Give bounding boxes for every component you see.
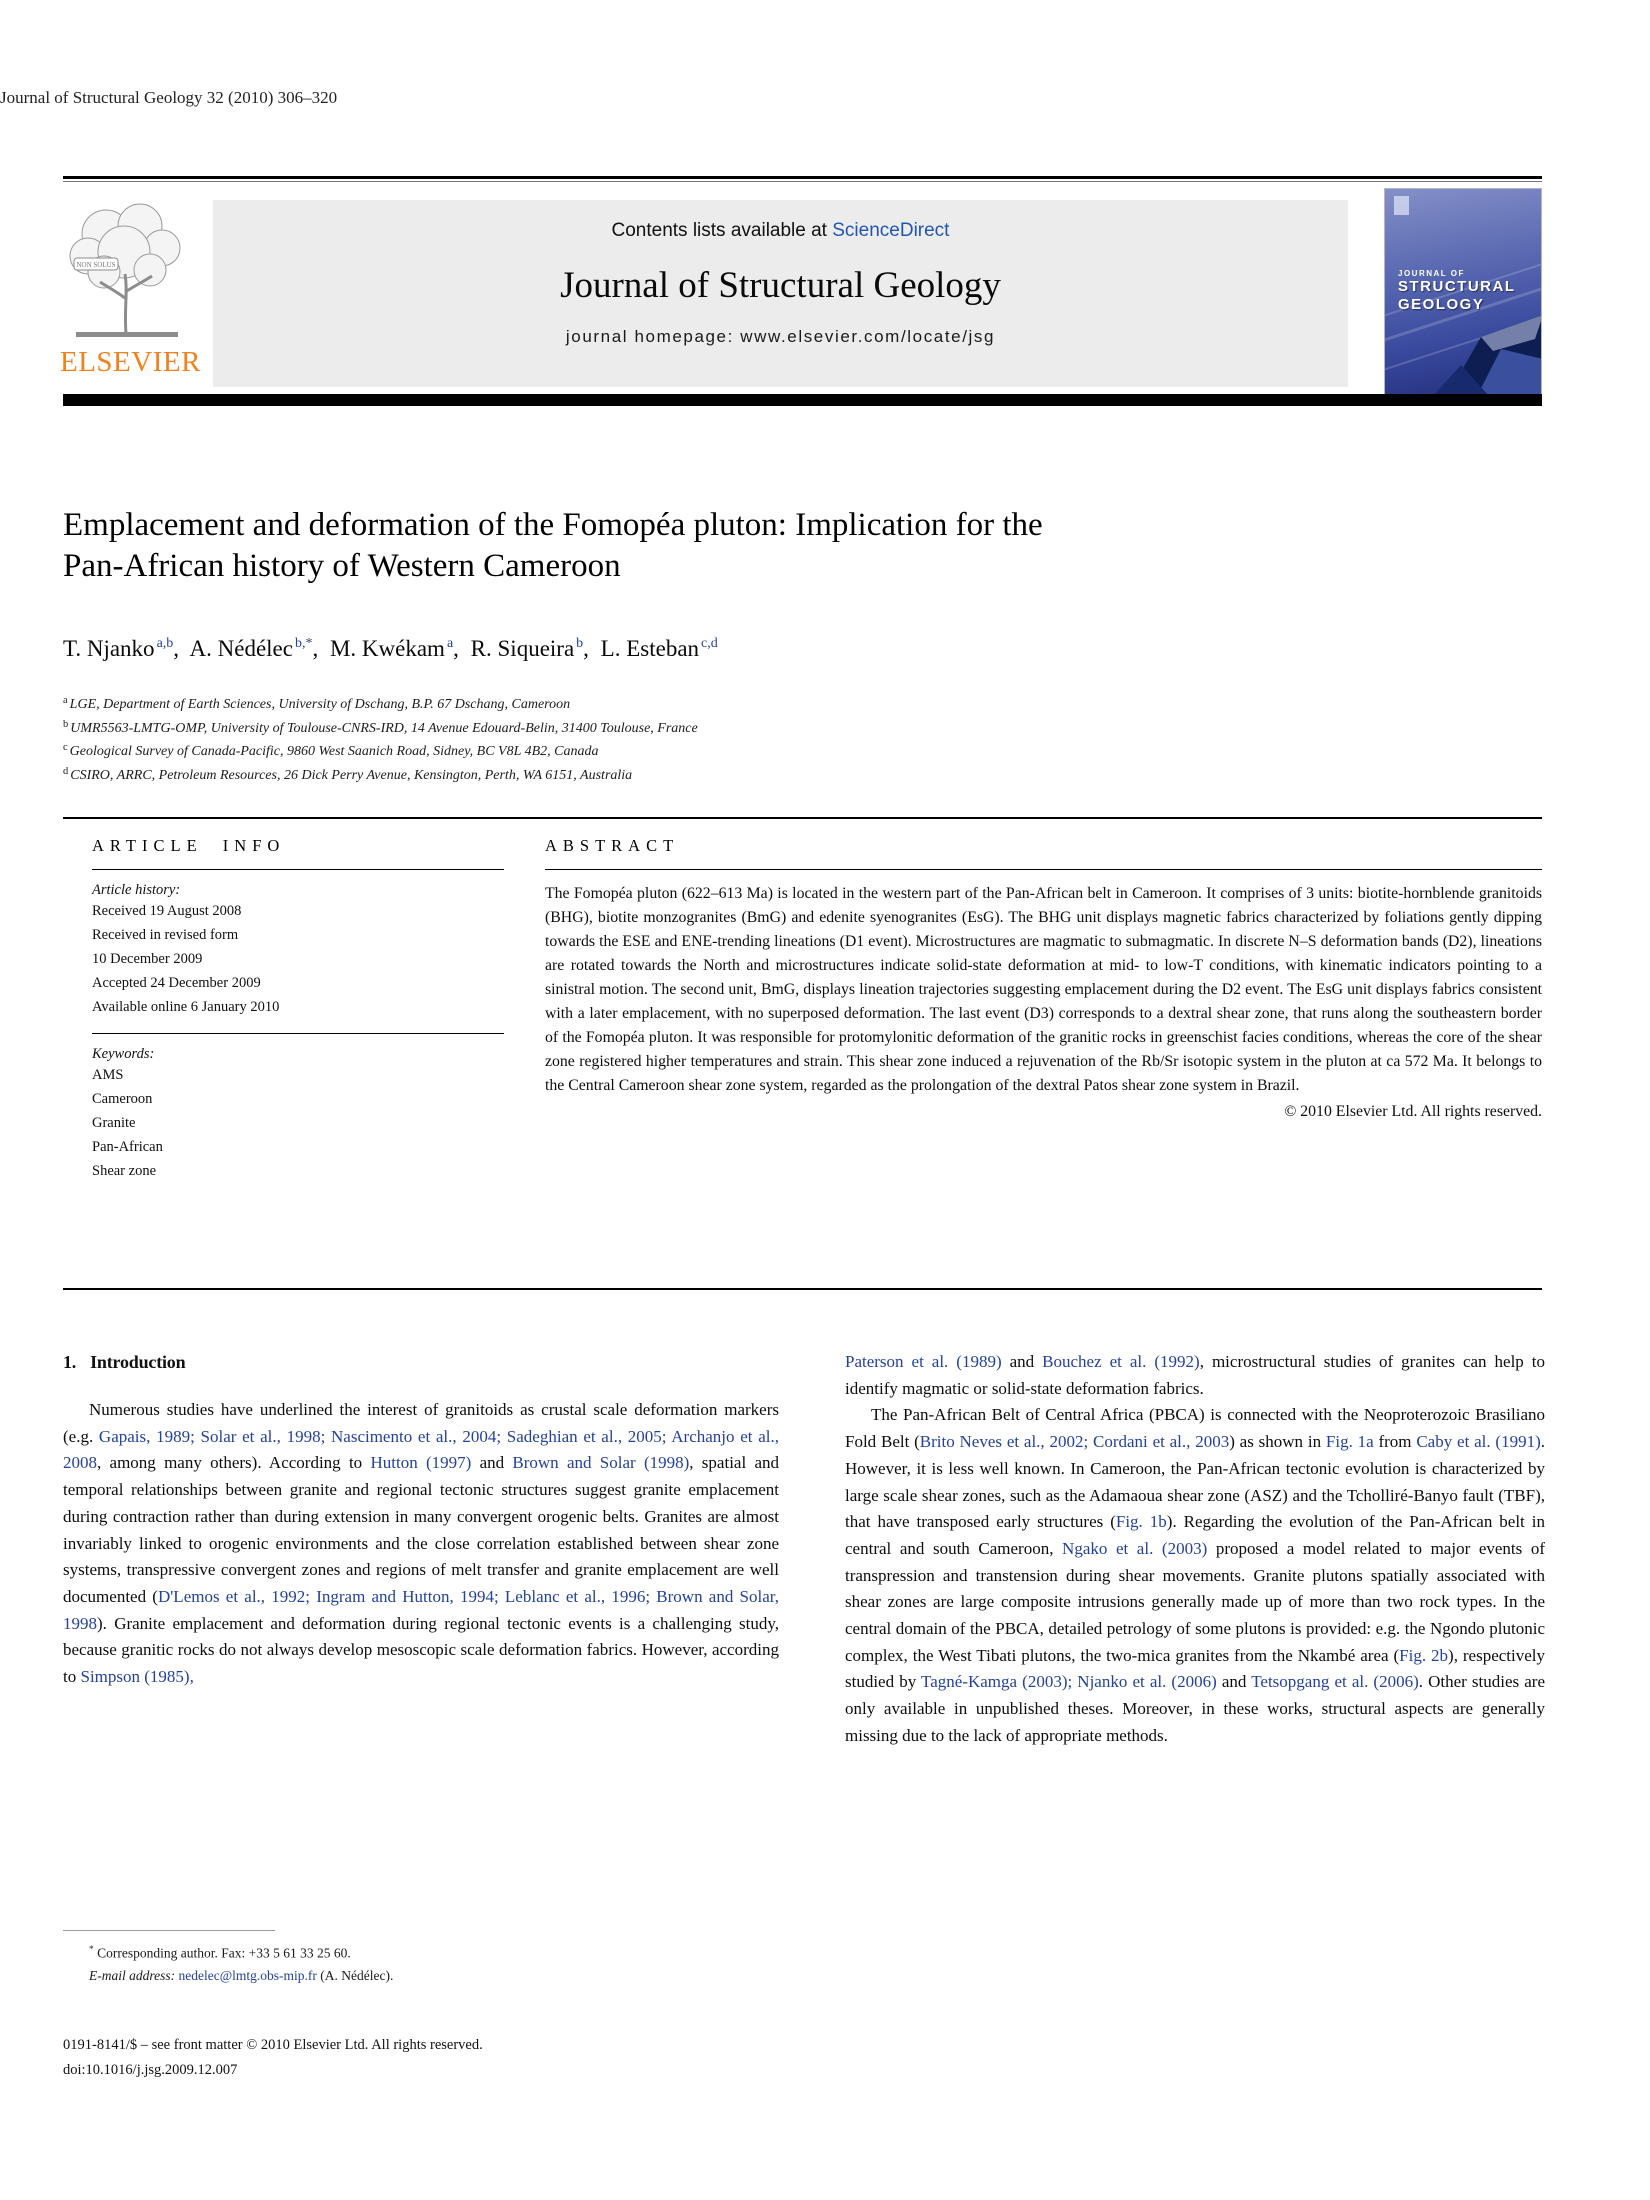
body-paragraph	[845, 1349, 1545, 1402]
author-affiliation-sup[interactable]: c,d	[701, 636, 718, 651]
article-history-label: Article history:	[92, 882, 181, 898]
history-line: Available online 6 January 2010	[92, 999, 280, 1015]
inline-text: Contents lists available at	[611, 220, 833, 241]
inline-text: , microstructural studies of granites can help to identify magmatic or solid-state deformation fabrics.	[845, 1352, 1546, 1398]
inline-text: and	[1216, 1672, 1252, 1692]
inline-link[interactable]: Fig. 2b	[1399, 1645, 1449, 1665]
issn-line: 0191-8141/$ – see front matter © 2010 Elsevier Ltd. All rights reserved.	[63, 2037, 483, 2053]
cover-crystal-art	[1385, 189, 1542, 395]
corresponding-author-footnote	[63, 1930, 779, 1987]
body-column-right	[845, 1349, 1545, 1750]
inline-link[interactable]: ScienceDirect	[832, 220, 950, 241]
divider	[63, 817, 1542, 819]
affiliation-line: $^c$ Geological Survey of Canada-Pacific, 9860 West Saanich Road, Sidney, BC V8L 4B2, Canada	[63, 742, 599, 759]
divider	[92, 1033, 504, 1034]
author-line	[63, 636, 1523, 662]
article-title: Emplacement and deformation of the Fomopéa pluton: Implication for the Pan-African history of Western Cameroon	[63, 507, 1043, 584]
footnote-divider	[63, 1930, 275, 1931]
divider-double-rule	[63, 176, 1542, 182]
keyword: Granite	[92, 1115, 136, 1131]
inline-link[interactable]: Brown and Solar (1998)	[512, 1453, 690, 1473]
inline-link[interactable]: Ngako et al. (2003)	[1062, 1538, 1208, 1558]
divider	[63, 1288, 1542, 1290]
inline-text: Corresponding author. Fax: +33 5 61 33 25 60.	[93, 1945, 351, 1961]
inline-text: The Pan-African Belt of Central Africa (PBCA) is connected with the Neoproterozoic Brasiliano Fold Belt (	[845, 1405, 1545, 1452]
inline-link[interactable]: Tetsopgang et al. (2006)	[1251, 1672, 1419, 1692]
author: T. Njanko $^{a,b}$,	[63, 636, 180, 661]
inline-text: proposed a model related to major events of transpression and transtension during shear movements. Granite plutons spatially associated with shear zones are large composite intrusions generally made up of more than two rock types. In the central domain of the PBCA, detailed petrology of some plutons is provided: e.g. the Ngondo plutonic complex, the West Tibati plutons, the two-mica granites from the Nkambé area (	[845, 1538, 1546, 1665]
inline-link[interactable]: Fig. 1a	[1325, 1432, 1374, 1452]
journal-homepage-link[interactable]: journal homepage: www.elsevier.com/locate/jsg	[565, 327, 996, 346]
divider-thick-bar	[63, 394, 1542, 406]
inline-text: (A. Nédélec).	[316, 1967, 394, 1983]
keyword: Shear zone	[92, 1163, 157, 1179]
article-info-heading: ARTICLE INFO	[92, 836, 286, 855]
inline-text: *	[89, 1945, 94, 1955]
journal-cover-thumbnail[interactable]	[1384, 188, 1542, 395]
footnote-fax-line	[63, 1939, 779, 1965]
abstract-heading: ABSTRACT	[545, 836, 680, 855]
author: M. Kwékam $^a$,	[329, 636, 459, 661]
inline-text: ), respectively studied by	[845, 1645, 1546, 1692]
inline-link[interactable]: Caby et al. (1991)	[1416, 1432, 1541, 1452]
author-affiliation-sup[interactable]: b	[576, 636, 584, 651]
author: A. Nédélec $^{b,*}$,	[189, 636, 319, 661]
body-paragraph	[845, 1402, 1545, 1749]
author-affiliation-sup[interactable]: a,b	[156, 636, 174, 651]
doi-line[interactable]: doi:10.1016/j.jsg.2009.12.007	[63, 2062, 238, 2078]
inline-text: , among many others). According to	[97, 1453, 371, 1473]
inline-link[interactable]: Simpson (1985),	[80, 1667, 194, 1687]
inline-text: and	[471, 1453, 513, 1473]
cover-title: JOURNAL OF STRUCTURAL GEOLOGY	[1398, 269, 1516, 313]
inline-text: . However, it is less well known. In Cameroon, the Pan-African tectonic evolution is characterized by large scale shear zones, such as the Adamaoua shear zone (ASZ) and the Tcholliré-Banyo fault (TBF), that have transposed early structures (	[845, 1432, 1545, 1532]
abstract-block	[545, 836, 1542, 1121]
affiliation-line: $^b$ UMR5563-LMTG-OMP, University of Toulouse-CNRS-IRD, 14 Avenue Edouard-Belin, 31400 Toulouse, France	[63, 718, 698, 736]
elsevier-tree-logo	[60, 196, 192, 348]
inline-text: from	[1373, 1432, 1417, 1452]
footnote-email-line	[63, 1965, 779, 1987]
running-head-citation: Journal of Structural Geology 32 (2010) 306–320	[0, 88, 338, 107]
affiliations	[63, 694, 1523, 788]
article-info-block	[92, 836, 504, 1183]
inline-text: ). Regarding the evolution of the Pan-African belt in central and south Cameroon,	[845, 1512, 1545, 1558]
elsevier-motto: NON SOLUS	[76, 261, 116, 269]
inline-text: E-mail address:	[89, 1967, 176, 1983]
masthead	[213, 200, 1348, 387]
inline-link[interactable]: Fig. 1b	[1115, 1512, 1167, 1532]
inline-link[interactable]: Hutton (1997)	[370, 1453, 472, 1473]
inline-link[interactable]: nedelec@lmtg.obs-mip.fr	[178, 1967, 317, 1983]
author: L. Esteban $^{c,d}$	[600, 636, 718, 661]
keywords-label: Keywords:	[92, 1046, 155, 1062]
inline-link[interactable]: Gapais, 1989; Solar et al., 1998; Nascimento et al., 2004; Sadeghian et al., 2005; Archanjo et al., 2008	[63, 1426, 779, 1473]
inline-text: ) as shown in	[1229, 1432, 1326, 1452]
abstract-text: The Fomopéa pluton (622–613 Ma) is located in the western part of the Pan-African belt in Cameroon. It comprises of 3 units: biotite-hornblende granitoids (BHG), biotite monzogranites (BmG) and edenite syenogranites (EsG). The BHG unit displays magnetic fabrics characterized by foliations gently dipping towards the ESE and ENE-trending lineations (D1 event). Microstructures are magmatic to submagmatic. In discrete N–S deformation bands (D2), lineations are rotated towards the North and microstructures indicate solid-state deformation at mid- to low-T conditions, with kinematic indicators pointing to a sinistral motion. The second unit, BmG, displays lineation trajectories suggesting emplacement during the D2 event. The EsG unit displays fabrics consistent with a later emplacement, with no superposed deformation. The last event (D3) corresponds to a dextral shear zone, that runs along the southeastern border of the Fomopéa pluton. It was responsible for protomylonitic deformation of the granitic rocks in greenschist facies conditions, whereas the core of the shear zone registered higher temperatures and strain. This shear zone induced a rejuvenation of the Rb/Sr isotopic system in the pluton at ca 572 Ma. It belongs to the Central Cameroon shear zone system, regarded as the prolongation of the dextral Patos shear zone system in Brazil.	[545, 885, 1542, 1094]
inline-link[interactable]: Tagné-Kamga (2003); Njanko et al. (2006)	[921, 1672, 1217, 1692]
inline-text: and	[1001, 1352, 1043, 1371]
inline-text: ). Granite emplacement and deformation during regional tectonic events is a challenging study, because granitic rocks do not always develop mesoscopic scale deformation fabrics. However, according to	[63, 1613, 779, 1687]
history-line: Accepted 24 December 2009	[92, 975, 261, 991]
body-paragraph	[63, 1397, 779, 1691]
body-column-left	[63, 1397, 779, 1691]
affiliation-line: $^a$ LGE, Department of Earth Sciences, University of Dschang, B.P. 67 Dschang, Cameroon	[63, 695, 571, 712]
divider	[545, 869, 1542, 870]
journal-title: Journal of Structural Geology	[560, 265, 1001, 306]
author: R. Siqueira $^b$,	[470, 636, 589, 661]
keyword: Pan-African	[92, 1139, 163, 1155]
elsevier-wordmark: ELSEVIER	[60, 346, 201, 378]
inline-link[interactable]: D'Lemos et al., 1992; Ingram and Hutton, 1994; Leblanc et al., 1996; Brown and Solar, 1998	[63, 1586, 779, 1633]
history-line: 10 December 2009	[92, 951, 203, 967]
copyright-line: © 2010 Elsevier Ltd. All rights reserved.	[1284, 1103, 1542, 1120]
inline-link[interactable]: Bouchez et al. (1992)	[1042, 1352, 1200, 1371]
divider	[92, 869, 504, 870]
contents-lists-line	[213, 220, 1348, 242]
keyword: Cameroon	[92, 1091, 153, 1107]
history-line: Received in revised form	[92, 927, 239, 943]
section-heading-introduction: 1. Introduction	[63, 1352, 186, 1372]
inline-link[interactable]: Paterson et al. (1989)	[845, 1352, 1002, 1371]
history-line: Received 19 August 2008	[92, 903, 242, 919]
inline-text: Numerous studies have underlined the interest of granitoids as crustal scale deformation markers (e.g.	[63, 1400, 779, 1446]
affiliation-line: $^d$ CSIRO, ARRC, Petroleum Resources, 26 Dick Perry Avenue, Kensington, Perth, WA 6151, Australia	[63, 765, 633, 783]
author-affiliation-sup[interactable]: b,*	[294, 636, 313, 651]
inline-text: , spatial and temporal relationships between granite and regional tectonic structures suggest granite emplacement during contraction rather than during extension in many convergent orogenic belts. Granites are almost invariably linked to orogenic environments and the close correlation established between shear zone systems, transpressive convergent zones and regions of melt transfer and granite emplacement are well documented (	[63, 1453, 780, 1606]
keyword: AMS	[92, 1067, 124, 1083]
inline-link[interactable]: Brito Neves et al., 2002; Cordani et al., 2003	[919, 1432, 1230, 1452]
front-matter-footer	[63, 2033, 779, 2083]
inline-text: . Other studies are only available in unpublished theses. Moreover, in these works, structural aspects are generally missing due to the lack of appropriate methods.	[845, 1672, 1545, 1745]
author-affiliation-sup[interactable]: a	[446, 636, 454, 651]
